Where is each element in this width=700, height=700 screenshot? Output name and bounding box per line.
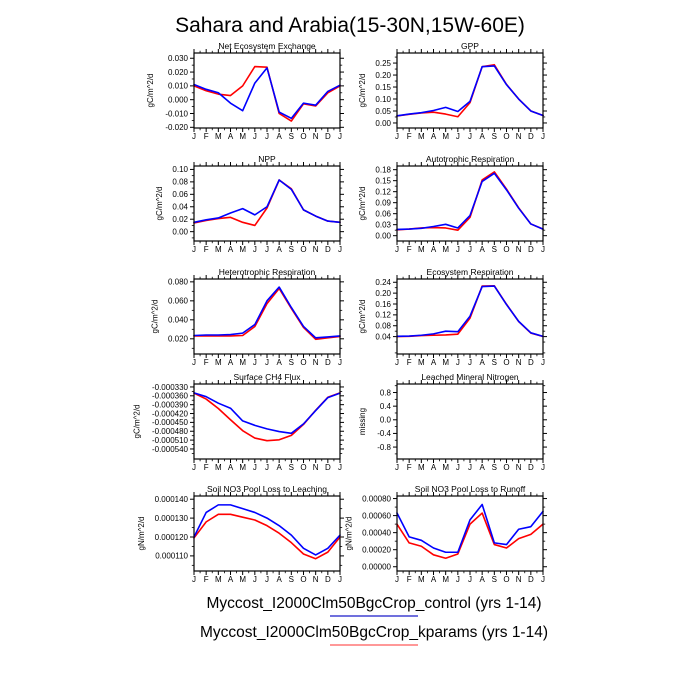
panel-title: Ecosystem Respiration <box>426 267 514 277</box>
x-tick-label: D <box>324 463 331 472</box>
x-tick-label: M <box>214 358 222 367</box>
y-tick-label: 0.00060 <box>362 511 391 521</box>
y-tick-label: 0.010 <box>167 81 188 91</box>
x-tick-label: A <box>227 463 234 472</box>
panel-title: NPP <box>258 154 276 164</box>
x-tick-label: O <box>300 245 307 254</box>
x-tick-label: M <box>214 575 222 584</box>
x-tick-label: O <box>503 132 510 141</box>
x-tick-label: J <box>192 463 196 472</box>
plot-frame <box>194 166 340 241</box>
x-tick-label: M <box>417 463 425 472</box>
panel-soil-no3-pool-loss-to-runoff <box>333 483 561 596</box>
plot-frame <box>194 384 340 459</box>
panel-title: Heterotrophic Respiration <box>218 267 316 277</box>
x-tick-label: M <box>417 358 425 367</box>
x-tick-label: J <box>395 245 399 254</box>
x-tick-label: A <box>276 575 282 584</box>
x-tick-label: S <box>491 463 498 472</box>
x-tick-label: O <box>300 463 307 472</box>
y-tick-label: 0.00080 <box>362 494 391 504</box>
y-tick-label: 0.12 <box>375 310 391 320</box>
x-tick-label: M <box>442 463 450 472</box>
x-tick-label: N <box>312 132 319 141</box>
y-tick-label: 0.05 <box>375 106 391 116</box>
x-tick-label: A <box>430 463 437 472</box>
y-tick-label: 0.8 <box>379 388 391 398</box>
x-tick-label: F <box>406 358 412 367</box>
x-tick-label: A <box>276 463 282 472</box>
x-tick-label: A <box>479 358 485 367</box>
x-tick-label: F <box>203 575 209 584</box>
legend-entry-control <box>24 595 700 617</box>
panel-heterotrophic-respiration <box>130 266 358 379</box>
x-tick-label: D <box>527 132 534 141</box>
x-tick-label: J <box>192 358 196 367</box>
x-tick-label: J <box>338 358 342 367</box>
y-tick-label: 0.00040 <box>362 528 391 538</box>
x-tick-label: M <box>417 132 425 141</box>
y-axis-label: gN/m^2/d <box>344 516 354 551</box>
legend-entry-kparams <box>24 624 700 646</box>
y-tick-label: 0.0 <box>379 415 391 425</box>
x-tick-label: F <box>203 463 209 472</box>
y-tick-label: 0.00 <box>375 231 391 241</box>
y-tick-label: -0.000390 <box>151 400 188 410</box>
x-tick-label: J <box>455 358 460 367</box>
y-axis-label: gC/m^2/d <box>155 186 164 221</box>
y-tick-label: 0.24 <box>375 278 391 288</box>
y-tick-label: 0.08 <box>375 321 391 331</box>
legend-line-sample-kparams <box>330 644 418 646</box>
y-tick-label: 0.020 <box>167 67 188 77</box>
x-tick-label: F <box>406 132 412 141</box>
y-tick-label: 0.00 <box>375 118 391 128</box>
x-tick-label: A <box>479 245 485 254</box>
x-tick-label: M <box>239 245 247 254</box>
panel-ecosystem-respiration <box>333 266 561 379</box>
x-tick-label: M <box>239 358 247 367</box>
y-tick-label: 0.080 <box>167 277 188 287</box>
x-tick-label: F <box>203 245 209 254</box>
y-tick-label: 0.18 <box>375 165 391 175</box>
panel-soil-no3-pool-loss-to-leaching <box>130 483 358 596</box>
y-axis-label: gC/m^2/d <box>358 186 367 221</box>
series-line-control <box>397 173 543 229</box>
series-line-kparams <box>194 393 340 441</box>
y-tick-label: 0.16 <box>375 299 391 309</box>
y-tick-label: 0.03 <box>375 220 391 230</box>
x-tick-label: M <box>239 575 247 584</box>
x-tick-label: J <box>455 463 460 472</box>
y-axis-label: gN/m^2/d <box>137 516 146 551</box>
series-line-kparams <box>397 172 543 230</box>
series-line-kparams <box>194 67 340 122</box>
x-tick-label: M <box>417 245 425 254</box>
plot-frame <box>397 53 543 128</box>
panel-net-ecosystem-exchange <box>130 40 358 153</box>
y-tick-label: 0.06 <box>172 190 188 200</box>
x-tick-label: A <box>276 245 282 254</box>
series-line-control <box>194 180 340 222</box>
y-axis-label: missing <box>358 407 367 436</box>
x-tick-label: J <box>252 575 257 584</box>
x-tick-label: A <box>227 132 234 141</box>
x-tick-label: J <box>265 463 269 472</box>
y-tick-label: 0.04 <box>172 202 188 212</box>
y-axis-label: gC/m^2/d <box>358 73 367 108</box>
x-tick-label: J <box>395 463 399 472</box>
x-tick-label: M <box>442 575 450 584</box>
legend-line-sample-control <box>330 615 418 617</box>
x-tick-label: J <box>265 132 269 141</box>
x-tick-label: J <box>338 132 342 141</box>
y-tick-label: 0.09 <box>375 198 391 208</box>
x-tick-label: D <box>527 245 534 254</box>
y-tick-label: -0.000360 <box>151 391 188 401</box>
x-tick-label: D <box>324 245 331 254</box>
x-tick-label: O <box>503 463 510 472</box>
y-tick-label: 0.10 <box>375 94 391 104</box>
y-tick-label: 0.030 <box>167 54 188 64</box>
series-line-control <box>397 66 543 116</box>
x-tick-label: S <box>491 132 498 141</box>
x-tick-label: M <box>214 245 222 254</box>
x-tick-label: S <box>288 245 295 254</box>
panel-surface-ch4-flux <box>130 371 358 484</box>
x-tick-label: J <box>541 575 545 584</box>
x-tick-label: J <box>468 132 472 141</box>
series-line-control <box>194 287 340 338</box>
x-tick-label: N <box>515 463 522 472</box>
y-tick-label: 0.06 <box>375 209 391 219</box>
x-tick-label: N <box>312 463 319 472</box>
series-line-control <box>397 286 543 336</box>
x-tick-label: J <box>455 132 460 141</box>
series-line-control <box>194 505 340 555</box>
x-tick-label: J <box>468 463 472 472</box>
panel-title: Surface CH4 Flux <box>233 372 301 382</box>
x-tick-label: A <box>430 358 437 367</box>
x-tick-label: N <box>515 132 522 141</box>
x-tick-label: D <box>527 358 534 367</box>
y-tick-label: 0.00020 <box>362 545 391 555</box>
series-line-kparams <box>194 288 340 339</box>
x-tick-label: J <box>395 358 399 367</box>
x-tick-label: O <box>300 575 307 584</box>
x-tick-label: M <box>442 358 450 367</box>
x-tick-label: A <box>227 358 234 367</box>
y-axis-label: gC/m^2/d <box>358 299 367 334</box>
x-tick-label: A <box>276 132 282 141</box>
y-tick-label: 0.15 <box>375 176 391 186</box>
x-tick-label: S <box>288 463 295 472</box>
panel-leached-mineral-nitrogen <box>333 371 561 484</box>
x-tick-label: J <box>252 463 257 472</box>
plot-frame <box>194 279 340 354</box>
x-tick-label: F <box>203 358 209 367</box>
x-tick-label: S <box>491 245 498 254</box>
y-tick-label: 0.060 <box>167 296 188 306</box>
panel-title: GPP <box>461 41 479 51</box>
x-tick-label: S <box>288 358 295 367</box>
x-tick-label: J <box>395 132 399 141</box>
x-tick-label: J <box>252 245 257 254</box>
y-tick-label: 0.4 <box>379 401 391 411</box>
x-tick-label: D <box>324 358 331 367</box>
x-tick-label: S <box>288 575 295 584</box>
y-tick-label: 0.000130 <box>154 513 188 523</box>
y-tick-label: 0.04 <box>375 332 391 342</box>
x-tick-label: D <box>324 132 331 141</box>
y-tick-label: 0.00000 <box>362 562 391 572</box>
x-tick-label: J <box>192 245 196 254</box>
x-tick-label: N <box>312 358 319 367</box>
x-tick-label: J <box>265 245 269 254</box>
y-tick-label: 0.25 <box>375 58 391 68</box>
y-tick-label: 0.02 <box>172 215 188 225</box>
x-tick-label: N <box>515 358 522 367</box>
x-tick-label: J <box>395 575 399 584</box>
y-tick-label: -0.000480 <box>151 427 188 437</box>
panel-gpp <box>333 40 561 153</box>
y-tick-label: -0.000540 <box>151 444 188 454</box>
x-tick-label: O <box>300 358 307 367</box>
panel-title: Soil NO3 Pool Loss to Leaching <box>206 484 328 494</box>
y-axis-label: gC/m^2/d <box>132 404 142 439</box>
x-tick-label: M <box>442 245 450 254</box>
x-tick-label: N <box>312 575 319 584</box>
x-tick-label: A <box>430 575 437 584</box>
x-tick-label: M <box>239 132 247 141</box>
x-tick-label: N <box>515 575 522 584</box>
panel-autotrophic-respiration <box>333 153 561 266</box>
series-line-kparams <box>194 514 340 558</box>
x-tick-label: A <box>430 132 437 141</box>
x-tick-label: J <box>338 245 342 254</box>
y-tick-label: -0.000330 <box>151 382 188 392</box>
y-axis-label: gC/m^2/d <box>146 73 155 108</box>
y-tick-label: 0.000140 <box>154 495 188 505</box>
x-tick-label: F <box>406 463 412 472</box>
x-tick-label: D <box>324 575 331 584</box>
y-tick-label: 0.12 <box>375 187 391 197</box>
y-tick-label: 0.000120 <box>154 532 188 542</box>
x-tick-label: J <box>192 132 196 141</box>
x-tick-label: A <box>227 245 234 254</box>
x-tick-label: J <box>338 463 342 472</box>
x-tick-label: D <box>527 575 534 584</box>
x-tick-label: M <box>442 132 450 141</box>
y-tick-label: -0.8 <box>377 442 391 452</box>
y-axis-label: gC/m^2/d <box>150 299 160 334</box>
x-tick-label: M <box>214 132 222 141</box>
plot-frame <box>194 53 340 128</box>
y-tick-label: -0.000510 <box>151 435 188 445</box>
x-tick-label: A <box>227 575 234 584</box>
figure-title: Sahara and Arabia(15-30N,15W-60E) <box>175 14 525 37</box>
x-tick-label: M <box>239 463 247 472</box>
x-tick-label: J <box>541 463 545 472</box>
x-tick-label: J <box>265 575 269 584</box>
x-tick-label: A <box>479 575 485 584</box>
y-tick-label: 0.15 <box>375 82 391 92</box>
y-tick-label: 0.08 <box>172 177 188 187</box>
x-tick-label: M <box>214 463 222 472</box>
x-tick-label: J <box>265 358 269 367</box>
x-tick-label: J <box>455 245 460 254</box>
y-tick-label: -0.4 <box>377 429 391 439</box>
x-tick-label: J <box>468 575 472 584</box>
x-tick-label: M <box>417 575 425 584</box>
x-tick-label: O <box>503 245 510 254</box>
y-tick-label: 0.000110 <box>155 551 188 561</box>
panel-title: Soil NO3 Pool Loss to Runoff <box>414 484 526 494</box>
y-tick-label: 0.10 <box>172 165 188 175</box>
x-tick-label: J <box>468 245 472 254</box>
x-tick-label: O <box>300 132 307 141</box>
y-tick-label: 0.000 <box>167 95 188 105</box>
x-tick-label: J <box>541 245 545 254</box>
y-tick-label: -0.010 <box>165 109 188 119</box>
panel-title: Net Ecosystem Exchange <box>218 41 316 51</box>
x-tick-label: N <box>312 245 319 254</box>
y-tick-label: -0.020 <box>165 123 188 133</box>
x-tick-label: O <box>503 575 510 584</box>
plot-frame <box>397 166 543 241</box>
x-tick-label: A <box>479 132 485 141</box>
panel-title: Autotrophic Respiration <box>425 154 515 164</box>
plot-frame <box>397 384 543 459</box>
y-tick-label: 0.00 <box>172 227 188 237</box>
legend-label-kparams: Myccost_I2000Clm50BgcCrop_kparams (yrs 1-14) <box>199 624 549 641</box>
x-tick-label: J <box>541 132 545 141</box>
x-tick-label: J <box>541 358 545 367</box>
x-tick-label: J <box>455 575 460 584</box>
x-tick-label: F <box>406 245 412 254</box>
x-tick-label: A <box>430 245 437 254</box>
x-tick-label: J <box>252 358 257 367</box>
x-tick-label: J <box>468 358 472 367</box>
y-tick-label: 0.20 <box>375 70 391 80</box>
y-tick-label: 0.040 <box>167 315 188 325</box>
x-tick-label: F <box>203 132 209 141</box>
y-tick-label: -0.000450 <box>151 418 188 428</box>
legend-label-control: Myccost_I2000Clm50BgcCrop_control (yrs 1-14) <box>206 595 542 612</box>
x-tick-label: S <box>491 358 498 367</box>
panel-npp <box>130 153 358 266</box>
x-tick-label: J <box>192 575 196 584</box>
panel-title: Leached Mineral Nitrogen <box>421 372 519 382</box>
x-tick-label: D <box>527 463 534 472</box>
x-tick-label: F <box>406 575 412 584</box>
legend <box>24 595 700 653</box>
x-tick-label: O <box>503 358 510 367</box>
x-tick-label: J <box>338 575 342 584</box>
x-tick-label: A <box>479 463 485 472</box>
series-line-kparams <box>397 65 543 117</box>
y-tick-label: 0.020 <box>167 334 188 344</box>
x-tick-label: S <box>288 132 295 141</box>
series-line-control <box>194 393 340 433</box>
plot-frame <box>397 496 543 571</box>
x-tick-label: J <box>252 132 257 141</box>
x-tick-label: N <box>515 245 522 254</box>
x-tick-label: A <box>276 358 282 367</box>
y-tick-label: -0.000420 <box>151 409 188 419</box>
x-tick-label: S <box>491 575 498 584</box>
series-line-kparams <box>397 286 543 337</box>
y-tick-label: 0.20 <box>375 288 391 298</box>
